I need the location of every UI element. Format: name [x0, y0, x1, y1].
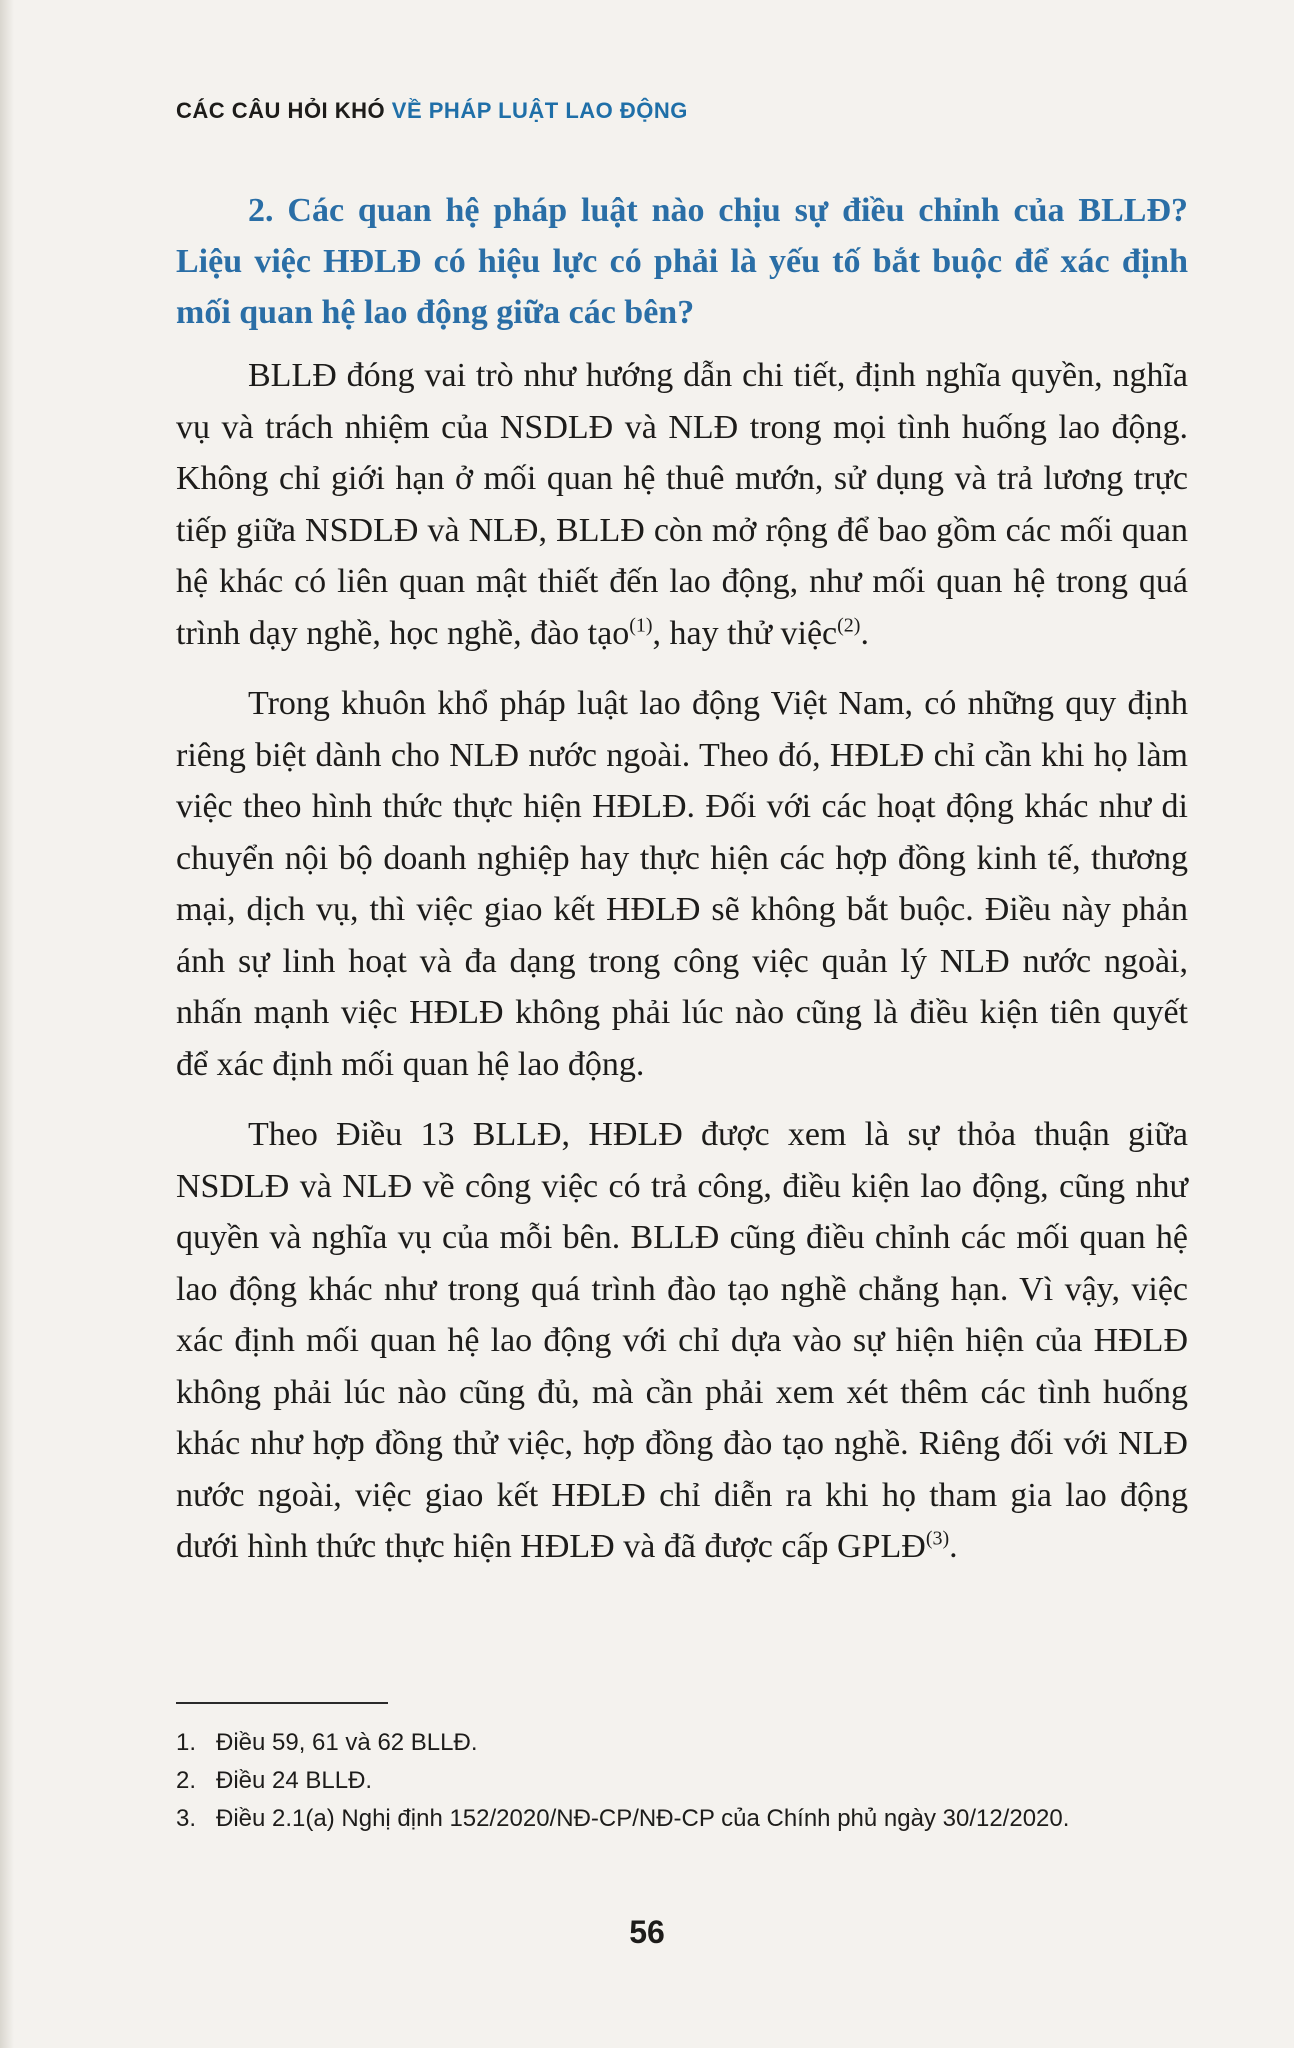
footnote-ref-1[interactable]: (1)	[629, 614, 653, 637]
footnote-item	[176, 1762, 1188, 1800]
footnote-ref-3[interactable]: (3)	[925, 1527, 950, 1550]
page-edge	[0, 0, 14, 2048]
page-number: 56	[629, 1914, 665, 1950]
paragraph-3-text: Theo Điều 13 BLLĐ, HĐLĐ được xem là sự thỏa thuận giữa NSDLĐ và NLĐ về công việc có trả công, điều kiện lao động, cũng như quyền và nghĩa vụ của mỗi bên. BLLĐ cũng điều chỉnh các mối quan hệ lao động khác như trong quá trình đào tạo nghề chẳng hạn. Vì vậy, việc xác định mối quan hệ lao động với chỉ dựa vào sự hiện hiện của HĐLĐ không phải lúc nào cũng đủ, mà cần phải xem xét thêm các tình huống khác như hợp đồng thử việc, hợp đồng đào tạo nghề. Riêng đối với NLĐ nước ngoài, việc giao kết HĐLĐ chỉ diễn ra khi họ tham gia lao động dưới hình thức thực hiện HĐLĐ và đã được cấp GPLĐ	[176, 1116, 1188, 1565]
paragraph-1	[176, 350, 1188, 659]
main-content	[176, 185, 1188, 1592]
paragraph-3-end: .	[949, 1528, 958, 1565]
paragraph-3	[176, 1109, 1188, 1573]
paragraph-2: Trong khuôn khổ pháp luật lao động Việt Nam, có những quy định riêng biệt dành cho NLĐ nước ngoài. Theo đó, HĐLĐ chỉ cần khi họ làm việc theo hình thức thực hiện HĐLĐ. Đối với các hoạt động khác như di chuyển nội bộ doanh nghiệp hay thực hiện các hợp đồng kinh tế, thương mại, dịch vụ, thì việc giao kết HĐLĐ sẽ không bắt buộc. Điều này phản ánh sự linh hoạt và đa dạng trong công việc quản lý NLĐ nước ngoài, nhấn mạnh việc HĐLĐ không phải lúc nào cũng là điều kiện tiên quyết để xác định mối quan hệ lao động.	[176, 685, 1188, 1083]
paragraph-1-text: BLLĐ đóng vai trò như hướng dẫn chi tiết, định nghĩa quyền, nghĩa vụ và trách nhiệm của NSDLĐ và NLĐ trong mọi tình huống lao động. Không chỉ giới hạn ở mối quan hệ thuê mướn, sử dụng và trả lương trực tiếp giữa NSDLĐ và NLĐ, BLLĐ còn mở rộng để bao gồm các mối quan hệ khác có liên quan mật thiết đến lao động, như mối quan hệ trong quá trình dạy nghề, học nghề, đào tạo	[176, 357, 1188, 652]
running-head-dark: CÁC CÂU HỎI KHÓ	[176, 98, 386, 123]
footnote-divider	[176, 1702, 388, 1704]
question-title-text: 2. Các quan hệ pháp luật nào chịu sự điều chỉnh của BLLĐ? Liệu việc HĐLĐ có hiệu lực có phải là yếu tố bắt buộc để xác định mối quan hệ lao động giữa các bên?	[176, 192, 1188, 331]
question-title	[176, 185, 1188, 338]
footnote-number: 1.	[176, 1729, 197, 1756]
footnote-item	[176, 1724, 1188, 1762]
footnote-text: Điều 24 BLLĐ.	[216, 1767, 373, 1794]
footnote-number: 2.	[176, 1767, 197, 1794]
paragraph-1-mid: , hay thử việc	[652, 614, 838, 652]
paragraph-1-end: .	[860, 614, 869, 652]
running-head-accent: VỀ PHÁP LUẬT LAO ĐỘNG	[391, 98, 688, 123]
footnote-text: Điều 2.1(a) Nghị định 152/2020/NĐ-CP/NĐ-CP của Chính phủ ngày 30/12/2020.	[216, 1805, 1070, 1832]
footnote-text: Điều 59, 61 và 62 BLLĐ.	[216, 1729, 478, 1756]
footnote-item	[176, 1800, 1188, 1838]
footnote-ref-2[interactable]: (2)	[837, 614, 861, 637]
footnote-number: 3.	[176, 1805, 197, 1832]
footnotes	[176, 1724, 1188, 1838]
running-head	[176, 98, 688, 124]
